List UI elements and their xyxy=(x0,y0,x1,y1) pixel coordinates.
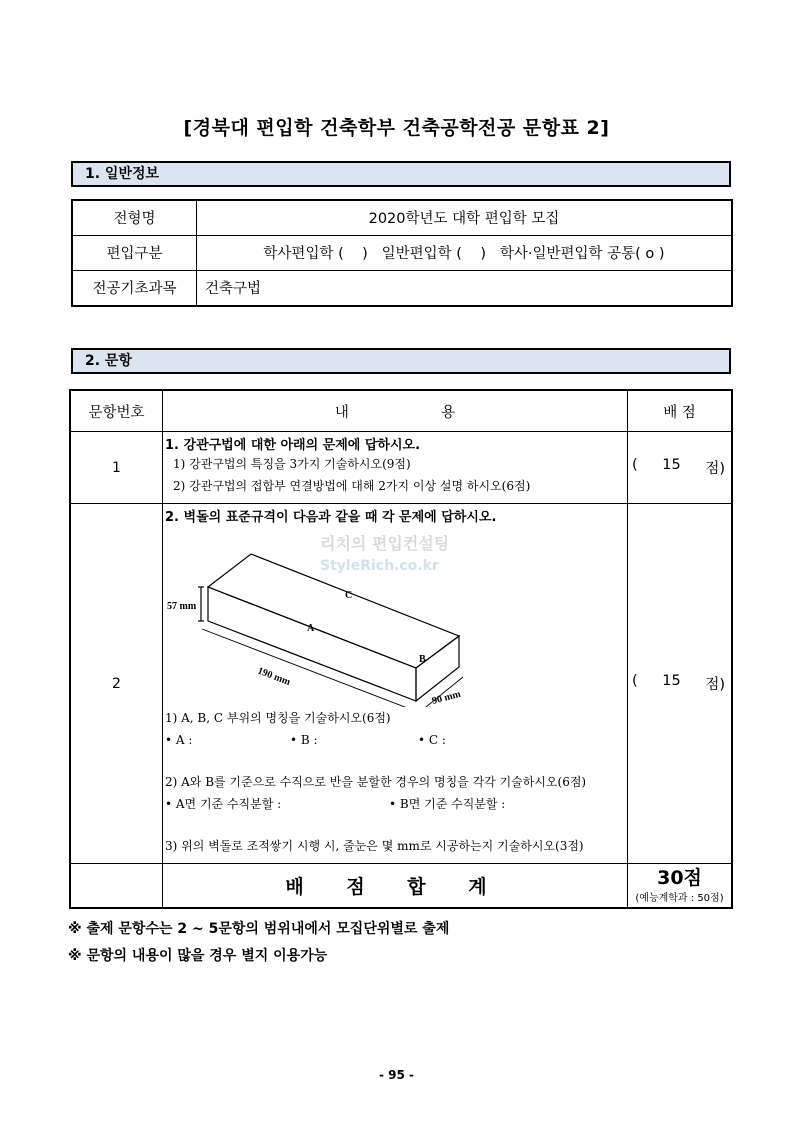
section-general-info-heading: 1. 일반정보 xyxy=(71,161,731,187)
note-item: ※ 출제 문항수는 2 ~ 5문항의 범위내에서 모집단위별로 출제 xyxy=(68,921,450,937)
score-unit: 점) xyxy=(705,677,725,693)
answer-blanks-abc xyxy=(165,729,627,751)
score-open: ( xyxy=(632,673,638,689)
table-row xyxy=(72,235,732,270)
face-c-label: C xyxy=(345,590,353,601)
question-score xyxy=(628,432,733,504)
score-value: 15 xyxy=(662,673,681,689)
questions-table xyxy=(69,389,733,909)
question-score xyxy=(628,504,733,864)
answer-blank-b-split: • B면 기준 수직분할 : xyxy=(389,797,506,811)
table-row xyxy=(70,432,732,504)
score-value: 15 xyxy=(662,457,681,473)
page-title: [경북대 편입학 건축학부 건축공학전공 문항표 2] xyxy=(183,117,610,139)
answer-blank-a: • A : xyxy=(165,733,193,747)
answer-blank-a-split: • A면 기준 수직분할 : xyxy=(165,797,282,811)
question-content xyxy=(163,432,628,504)
value-cell: 건축구법 xyxy=(197,270,733,306)
height-label: 57 mm xyxy=(167,601,197,612)
table-header-row xyxy=(70,390,732,432)
watermark-line2: StyleRich.co.kr xyxy=(320,558,439,574)
value-cell: 2020학년도 대학 편입학 모집 xyxy=(197,200,733,235)
note-item: ※ 문항의 내용이 많을 경우 별지 이용가능 xyxy=(68,948,328,964)
total-value: 30점 xyxy=(657,866,702,889)
general-info-table xyxy=(71,199,733,307)
face-b-label: B xyxy=(419,654,426,665)
question-item: 1) 강관구법의 특징을 3가지 기술하시오(9점) xyxy=(173,457,411,471)
question-title: 1. 강관구법에 대한 아래의 문제에 답하시오. xyxy=(165,438,421,453)
width-label: 90 mm xyxy=(430,688,462,707)
score-unit: 점) xyxy=(705,461,725,477)
length-label: 190 mm xyxy=(255,665,292,689)
label-cell: 편입구분 xyxy=(72,235,197,270)
question-item: 2) A와 B를 기준으로 수직으로 반을 분할한 경우의 명칭을 각각 기술하시오(6점) xyxy=(165,775,587,789)
watermark-line1: 리치의 편입컨설팅 xyxy=(320,534,450,553)
question-item: 2) 강관구법의 접합부 연결방법에 대해 2가지 이상 설명 하시오(6점) xyxy=(173,479,531,493)
total-row xyxy=(70,864,732,908)
notes xyxy=(68,916,449,970)
table-row xyxy=(72,200,732,235)
answer-blanks-split xyxy=(165,793,627,815)
section-questions-heading: 2. 문항 xyxy=(71,348,731,374)
question-number: 2 xyxy=(70,504,163,864)
label-cell: 전형명 xyxy=(72,200,197,235)
question-title: 2. 벽돌의 표준규격이 다음과 같을 때 각 문제에 답하시오. xyxy=(165,510,497,525)
header-score: 배 점 xyxy=(628,390,733,432)
watermark xyxy=(320,533,449,577)
total-score xyxy=(628,864,733,908)
question-number: 1 xyxy=(70,432,163,504)
answer-blank-b: • B : xyxy=(290,733,318,747)
header-content: 내 용 xyxy=(163,390,628,432)
question-item: 1) A, B, C 부위의 명칭을 기술하시오(6점) xyxy=(165,711,391,725)
header-num: 문항번호 xyxy=(70,390,163,432)
total-label: 배 점 합 계 xyxy=(163,864,628,908)
value-cell: 학사편입학 ( ) 일반편입학 ( ) 학사·일반편입학 공통( ο ) xyxy=(197,235,733,270)
answer-blank-c: • C : xyxy=(418,733,446,747)
label-cell: 전공기초과목 xyxy=(72,270,197,306)
face-a-label: A xyxy=(307,623,315,634)
length-dimension-line xyxy=(202,629,410,707)
score-open: ( xyxy=(632,457,638,473)
page-number: - 95 - xyxy=(378,1068,414,1082)
table-row xyxy=(72,270,732,306)
total-note: (예능계학과 : 50점) xyxy=(635,892,724,904)
question-item: 3) 위의 벽돌로 조적쌓기 시행 시, 줄눈은 몇 mm로 시공하는지 기술하시오(3점) xyxy=(165,839,584,853)
brick-side-face-a xyxy=(208,587,416,701)
